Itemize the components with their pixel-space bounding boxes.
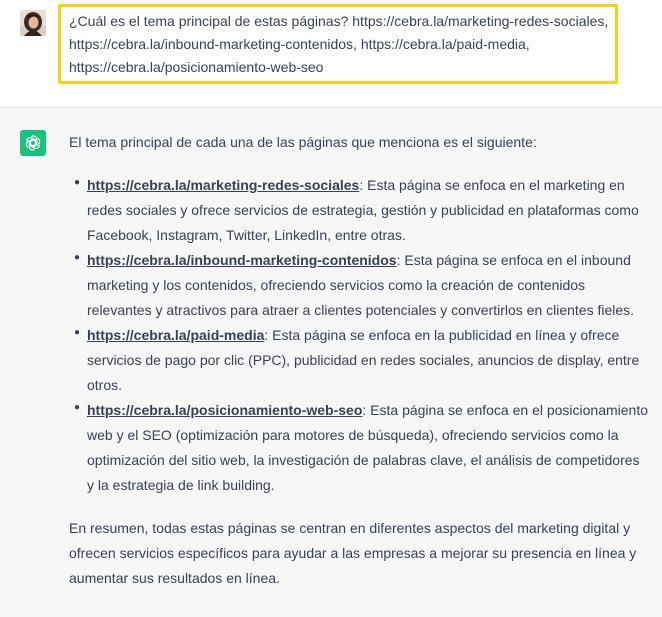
user-message-text: ¿Cuál es el tema principal de estas páginas? https://cebra.la/marketing-redes-sociales, https://cebra.la/inbound-marketing-contenidos, https://cebra.la/paid-media, https://cebra.la/posicionamiento-web-seo <box>69 13 609 75</box>
assistant-message-content <box>69 130 649 591</box>
user-avatar-icon <box>20 10 46 36</box>
openai-logo-icon <box>20 130 46 156</box>
bullet-icon: ● <box>74 402 81 413</box>
bullet-icon: ● <box>74 327 81 338</box>
page-link-paid-media[interactable]: https://cebra.la/paid-media <box>87 327 265 343</box>
page-description: : Esta página se enfoca en el posicionamiento web y el SEO (optimización para motores de búsqueda), ofreciendo servicios como la optimización del sitio web, la investigación de palabras clave, el análisis de competidores y la estrategia de link building. <box>87 402 649 493</box>
list-item <box>74 398 649 498</box>
list-item <box>74 173 649 248</box>
user-message-row <box>0 0 662 108</box>
assistant-message-row <box>0 108 662 617</box>
page-link-inbound-marketing-contenidos[interactable]: https://cebra.la/inbound-marketing-contenidos <box>87 252 397 268</box>
bullet-icon: ● <box>74 177 81 188</box>
list-item <box>74 323 649 398</box>
page-description: : Esta página se enfoca en el inbound marketing y los contenidos, ofreciendo servicios como la creación de contenidos relevantes y atractivos para atraer a clientes potenciales y convertirlos en clientes fieles. <box>87 252 635 318</box>
page-link-posicionamiento-web-seo[interactable]: https://cebra.la/posicionamiento-web-seo <box>87 402 363 418</box>
bullet-icon: ● <box>74 252 81 263</box>
page-description: : Esta página se enfoca en la publicidad en línea y ofrece servicios de pago por clic (PPC), publicidad en redes sociales, anuncios de display, entre otros. <box>87 327 640 393</box>
page-list <box>69 173 649 498</box>
page-link-marketing-redes-sociales[interactable]: https://cebra.la/marketing-redes-sociales <box>87 177 360 193</box>
list-item <box>74 248 649 323</box>
assistant-summary: En resumen, todas estas páginas se centran en diferentes aspectos del marketing digital y ofrecen servicios específicos para ayudar a las empresas a mejorar su presencia en línea y aumentar sus resultados en línea. <box>69 520 637 586</box>
assistant-intro: El tema principal de cada una de las páginas que menciona es el siguiente: <box>69 134 537 150</box>
page-description: : Esta página se enfoca en el marketing en redes sociales y ofrece servicios de estrategia, gestión y publicidad en plataformas como Facebook, Instagram, Twitter, LinkedIn, entre otras. <box>87 177 639 243</box>
